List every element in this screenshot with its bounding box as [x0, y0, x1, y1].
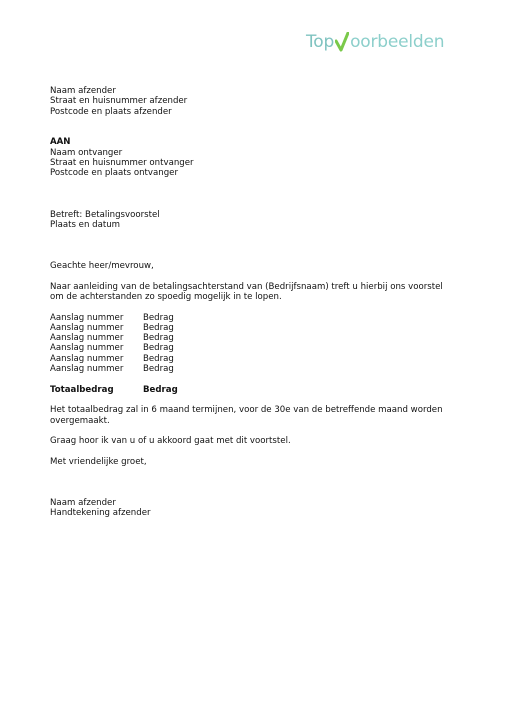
logo-text-top: Top [306, 32, 335, 52]
recipient-name: Naam ontvanger [50, 147, 123, 158]
agreement-sentence: Graag hoor ik van u of u akkoord gaat met dit voortstel. [50, 436, 291, 447]
closing: Met vriendelijke groet, [50, 456, 147, 467]
assessment-amount: Bedrag [143, 312, 174, 323]
recipient-street: Straat en huisnummer ontvanger [50, 158, 194, 169]
assessment-label: Aanslag nummer [50, 364, 124, 375]
sender-street: Straat en huisnummer afzender [50, 96, 188, 107]
assessment-row [50, 333, 450, 343]
salutation: Geachte heer/mevrouw, [50, 261, 154, 272]
signature-block [50, 498, 450, 519]
assessment-label: Aanslag nummer [50, 322, 124, 333]
assessment-row [50, 313, 450, 323]
assessment-amount: Bedrag [143, 322, 174, 333]
subject-line: Betreft: Betalingsvoorstel [50, 209, 160, 220]
logo-text-voorbeelden: oorbeelden [350, 32, 445, 52]
recipient-heading: AAN [50, 137, 71, 148]
signature-name: Naam afzender [50, 497, 116, 508]
assessment-row [50, 323, 450, 333]
topvoorbeelden-logo [306, 26, 444, 52]
intro-paragraph [50, 282, 450, 303]
total-row [50, 385, 450, 395]
recipient-postal: Postcode en plaats ontvanger [50, 168, 179, 179]
assessment-row [50, 364, 450, 374]
assessment-label: Aanslag nummer [50, 353, 124, 364]
assessment-row [50, 354, 450, 364]
terms-line: overgemaakt. [50, 415, 110, 426]
assessment-amount: Bedrag [143, 364, 174, 375]
assessment-amount: Bedrag [143, 333, 174, 344]
checkmark-icon [335, 32, 349, 52]
terms-paragraph [50, 405, 450, 426]
assessment-label: Aanslag nummer [50, 312, 124, 323]
letter-body [50, 86, 450, 518]
assessment-row [50, 343, 450, 353]
assessment-list [50, 313, 450, 375]
sender-name: Naam afzender [50, 86, 116, 96]
assessment-label: Aanslag nummer [50, 343, 124, 354]
assessment-amount: Bedrag [143, 343, 174, 354]
recipient-address [50, 137, 450, 178]
sender-postal: Postcode en plaats afzender [50, 106, 172, 117]
assessment-label: Aanslag nummer [50, 333, 124, 344]
assessment-amount: Bedrag [143, 353, 174, 364]
total-label: Totaalbedrag [50, 384, 114, 395]
intro-line: om de achterstanden zo spoedig mogelijk in te lopen. [50, 291, 282, 302]
place-and-date: Plaats en datum [50, 219, 121, 230]
sender-address [50, 86, 450, 117]
intro-line: Naar aanleiding van de betalingsachterstand van (Bedrijfsnaam) treft u hierbij ons voorstel [50, 281, 443, 292]
signature-label: Handtekening afzender [50, 508, 151, 519]
terms-line: Het totaalbedrag zal in 6 maand termijnen, voor de 30e van de betreffende maand worden [50, 405, 443, 416]
subject-block [50, 210, 450, 231]
total-amount: Bedrag [143, 384, 178, 395]
